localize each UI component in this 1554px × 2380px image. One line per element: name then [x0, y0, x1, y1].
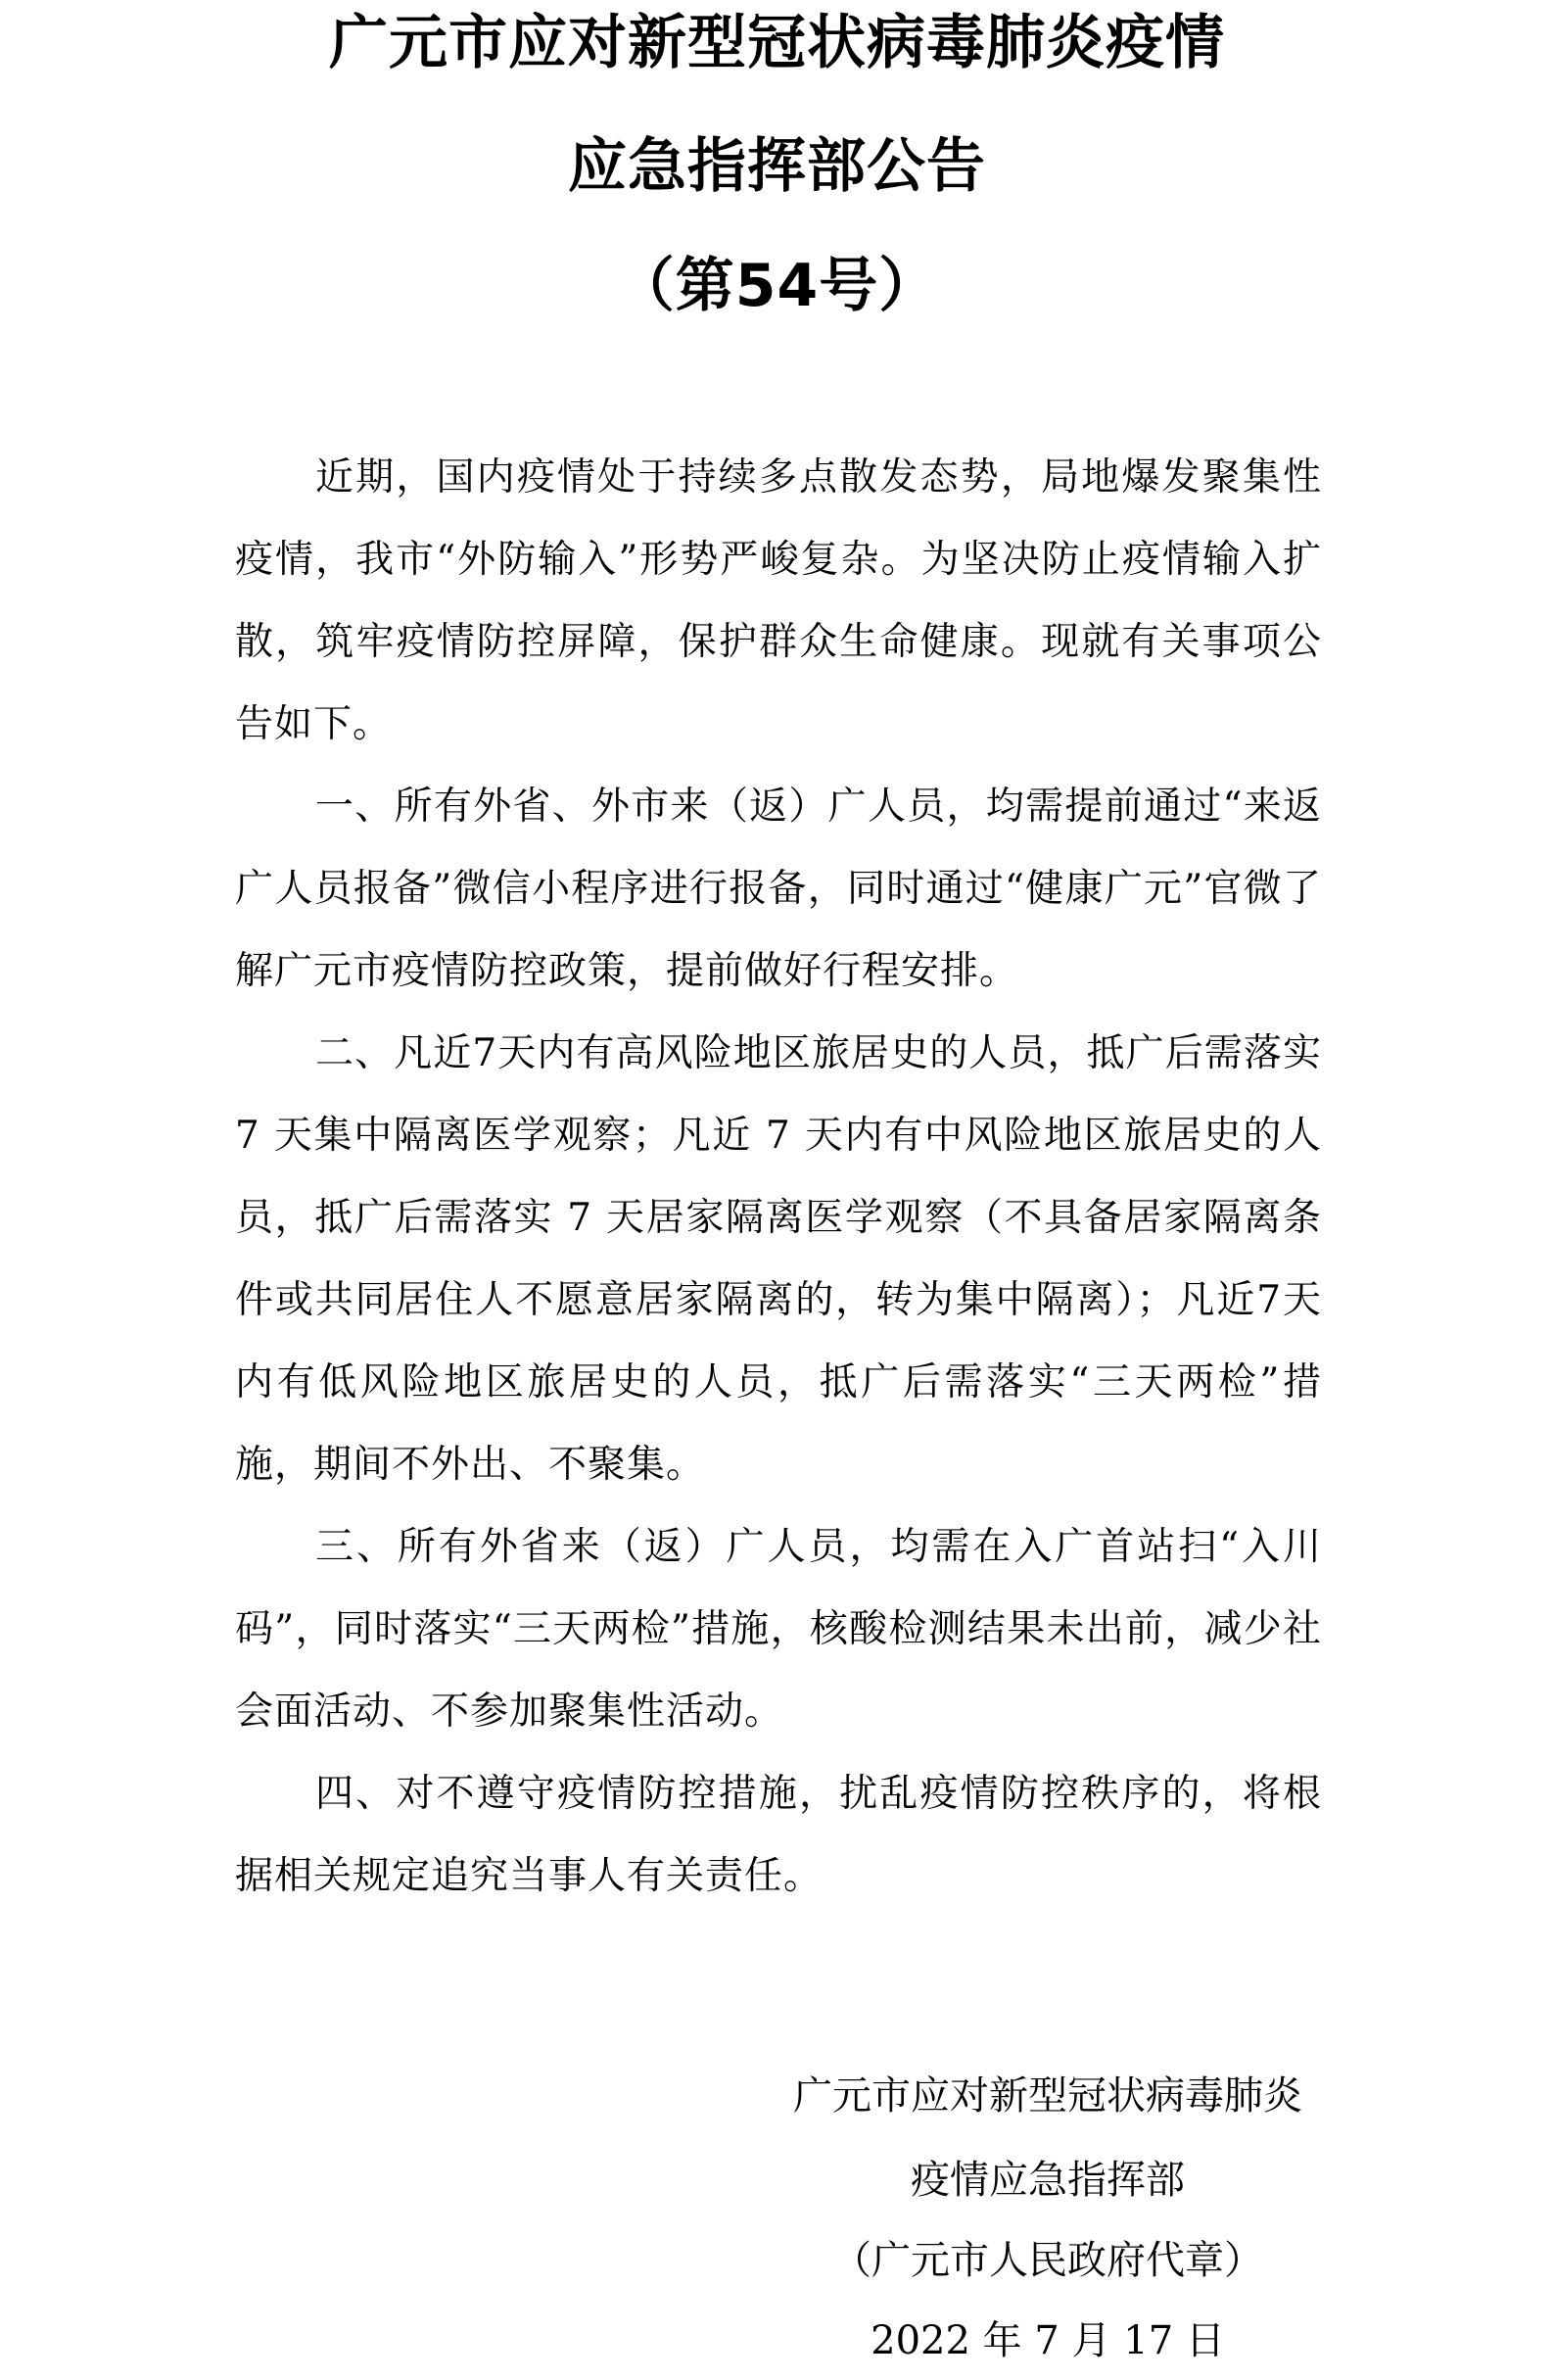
- item-one-paragraph: 一、所有外省、外市来（返）广人员，均需提前通过“来返广人员报备”微信小程序进行报备，同时通过“健康广元”官微了解广元市疫情防控政策，提前做好行程安排。: [235, 785, 1322, 993]
- signature-seal-note: （广元市人民政府代章）: [832, 2238, 1263, 2283]
- intro-paragraph: 近期，国内疫情处于持续多点散发态势，局地爆发聚集性疫情，我市“外防输入”形势严峻复杂。为坚决防止疫情输入扩散，筑牢疫情防控屏障，保护群众生命健康。现就有关事项公告如下。: [235, 455, 1322, 746]
- announcement-title-line2: 应急指挥部公告: [568, 132, 986, 201]
- announcement-title-line1: 广元市应对新型冠状病毒肺炎疫情: [329, 9, 1225, 77]
- signature-org-line2: 疫情应急指挥部: [911, 2158, 1185, 2203]
- announcement-number: （第54号）: [615, 252, 939, 320]
- item-three-paragraph: 三、所有外省来（返）广人员，均需在入广首站扫“入川码”，同时落实“三天两检”措施，核酸检测结果未出前，减少社会面活动、不参加聚集性活动。: [235, 1525, 1322, 1734]
- item-two-paragraph: 二、凡近7天内有高风险地区旅居史的人员，抵广后需落实 7 天集中隔离医学观察；凡近 7 天内有中风险地区旅居史的人员，抵广后需落实 7 天居家隔离医学观察（不具备居家隔离条件或共同居住人不愿意居家隔离的，转为集中隔离）；凡近7天内有低风险地区旅居史的人员，抵广后需落实“三天两检”措施，期间不外出、不聚集。: [235, 1031, 1322, 1487]
- announcement-body: [235, 437, 1322, 1918]
- item-four-paragraph: 四、对不遵守疫情防控措施，扰乱疫情防控秩序的，将根据相关规定追究当事人有关责任。: [235, 1772, 1322, 1898]
- signature-org-line1: 广元市应对新型冠状病毒肺炎: [793, 2073, 1302, 2118]
- signature-date: 2022 年 7 月 17 日: [871, 2318, 1225, 2363]
